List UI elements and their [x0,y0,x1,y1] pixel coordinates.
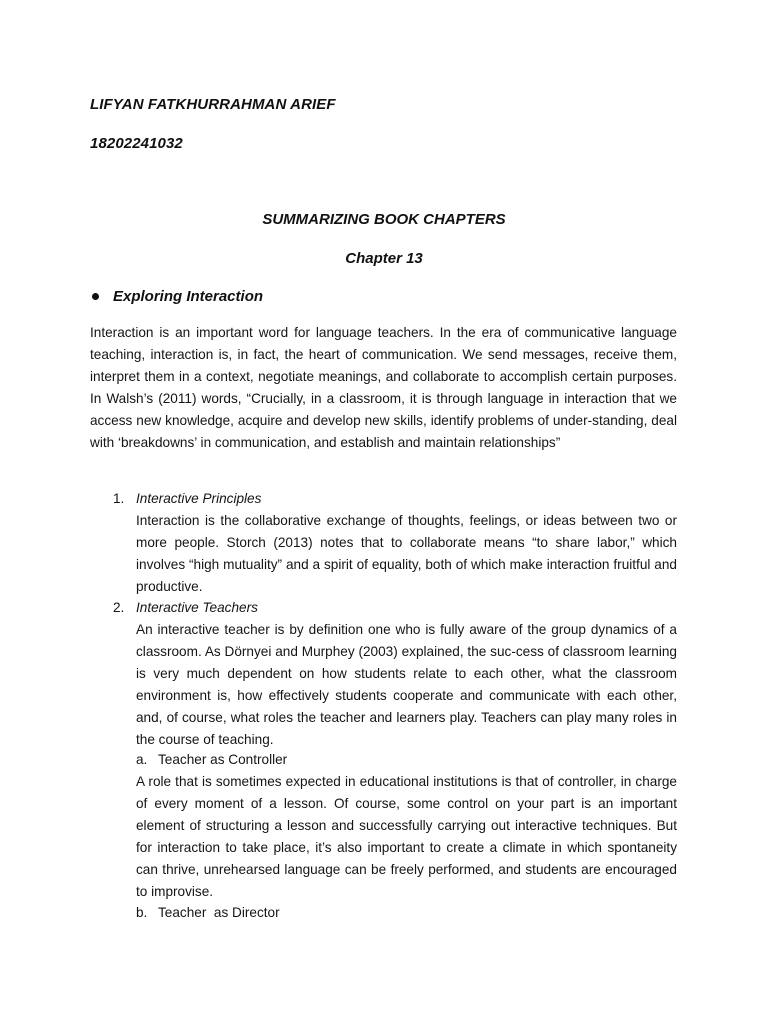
item-text-interactive-principles: Interaction is the collaborative exchange of thoughts, feelings, or ideas between two or more people. Storch (2013) notes that to collaborate means “to share labor,” which involves “high mutuality” and a spirit of equality, both of which make interaction fruitful and productive. [136,513,677,594]
item-text-interactive-teachers: An interactive teacher is by definition one who is fully aware of the group dynamics of a classroom. As Dörnyei and Murphey (2003) explained, the suc-cess of classroom learning is very much dependent on how students relate to each other, what the classroom environment is, how effectively students cooperate and communicate with each other, and, of course, what roles the teacher and learners play. Teachers can play many roles in the course of teaching. [136,622,677,747]
bullet-icon [92,293,99,300]
intro-paragraph: Interaction is an important word for language teachers. In the era of communicative language teaching, interaction is, in fact, the heart of communication. We send messages, receive them, interpret them in a context, negotiate meanings, and collaborate to accomplish certain purposes. In Walsh’s (2011) words, “Crucially, in a classroom, it is through language in interaction that we access new knowledge, acquire and develop new skills, identify problems of under-standing, deal with ‘breakdowns’ in communication, and establish and maintain relationships” [90,325,677,450]
subitem-text-controller: A role that is sometimes expected in educational institutions is that of controller, in charge of every moment of a lesson. Of course, some control on your part is an important element of structuring a lesson and successfully carrying out interactive techniques. But for interaction to take place, it’s also important to create a climate in which spontaneity can thrive, unrehearsed language can be freely performed, and students are encouraged to improvise. [136,774,677,899]
author-name: LIFYAN FATKHURRAHMAN ARIEF [90,96,336,113]
subitem-label: b. [136,905,148,920]
item-number: 2. [113,600,125,615]
document-title: SUMMARIZING BOOK CHAPTERS [262,211,506,228]
subitem-title-controller: Teacher as Controller [158,752,288,767]
section-heading-text: Exploring Interaction [113,288,264,305]
item-number: 1. [113,491,125,506]
item-title-interactive-teachers: Interactive Teachers [136,600,258,615]
subitem-label: a. [136,752,148,767]
subitem-title-director: Teacher as Director [158,905,280,920]
student-id: 18202241032 [90,135,183,152]
item-title-interactive-principles: Interactive Principles [136,491,262,506]
section-heading [90,288,263,305]
chapter-heading: Chapter 13 [345,250,423,267]
